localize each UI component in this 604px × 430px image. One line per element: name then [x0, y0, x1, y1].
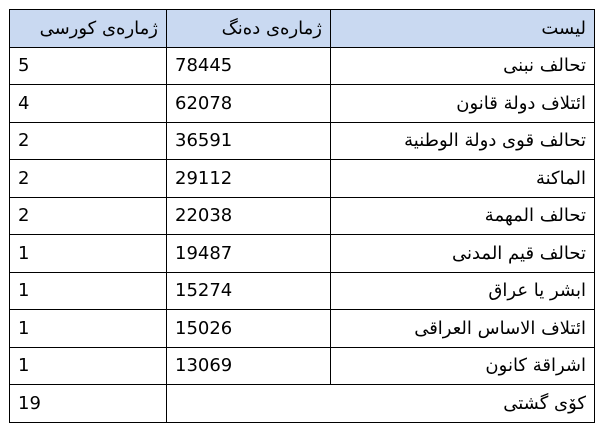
table-row	[10, 347, 595, 385]
table-row	[10, 310, 595, 348]
seat-count: 1	[10, 347, 167, 385]
list-name: اشراقة كانون	[331, 347, 595, 385]
header-votes: ژمارەی دەنگ	[167, 10, 331, 48]
table-row	[10, 272, 595, 310]
table-row	[10, 85, 595, 123]
seat-count: 5	[10, 47, 167, 85]
seat-count: 2	[10, 160, 167, 198]
table-row	[10, 160, 595, 198]
list-name: تحالف نبنى	[331, 47, 595, 85]
vote-count: 62078	[167, 85, 331, 123]
list-name: ائتلاف الاساس العراقى	[331, 310, 595, 348]
list-name: تحالف قوى دولة الوطنية	[331, 122, 595, 160]
list-name: الماكنة	[331, 160, 595, 198]
header-seats: ژمارەی کورسی	[10, 10, 167, 48]
seat-count: 1	[10, 310, 167, 348]
vote-count: 22038	[167, 197, 331, 235]
list-name: ائتلاف دولة قانون	[331, 85, 595, 123]
vote-count: 19487	[167, 235, 331, 273]
list-name: تحالف المهمة	[331, 197, 595, 235]
results-table	[9, 9, 595, 423]
table-row	[10, 47, 595, 85]
vote-count: 29112	[167, 160, 331, 198]
header-row	[10, 10, 595, 48]
seat-count: 4	[10, 85, 167, 123]
vote-count: 15026	[167, 310, 331, 348]
total-seats: 19	[10, 385, 167, 423]
list-name: تحالف قيم المدنى	[331, 235, 595, 273]
total-row	[10, 385, 595, 423]
list-name: ابشر يا عراق	[331, 272, 595, 310]
seat-count: 1	[10, 235, 167, 273]
vote-count: 36591	[167, 122, 331, 160]
vote-count: 78445	[167, 47, 331, 85]
seat-count: 2	[10, 122, 167, 160]
seat-count: 1	[10, 272, 167, 310]
table-row	[10, 235, 595, 273]
vote-count: 15274	[167, 272, 331, 310]
table-row	[10, 122, 595, 160]
table-row	[10, 197, 595, 235]
header-list: لیست	[331, 10, 595, 48]
vote-count: 13069	[167, 347, 331, 385]
total-label: کۆی گشتی	[167, 385, 595, 423]
seat-count: 2	[10, 197, 167, 235]
